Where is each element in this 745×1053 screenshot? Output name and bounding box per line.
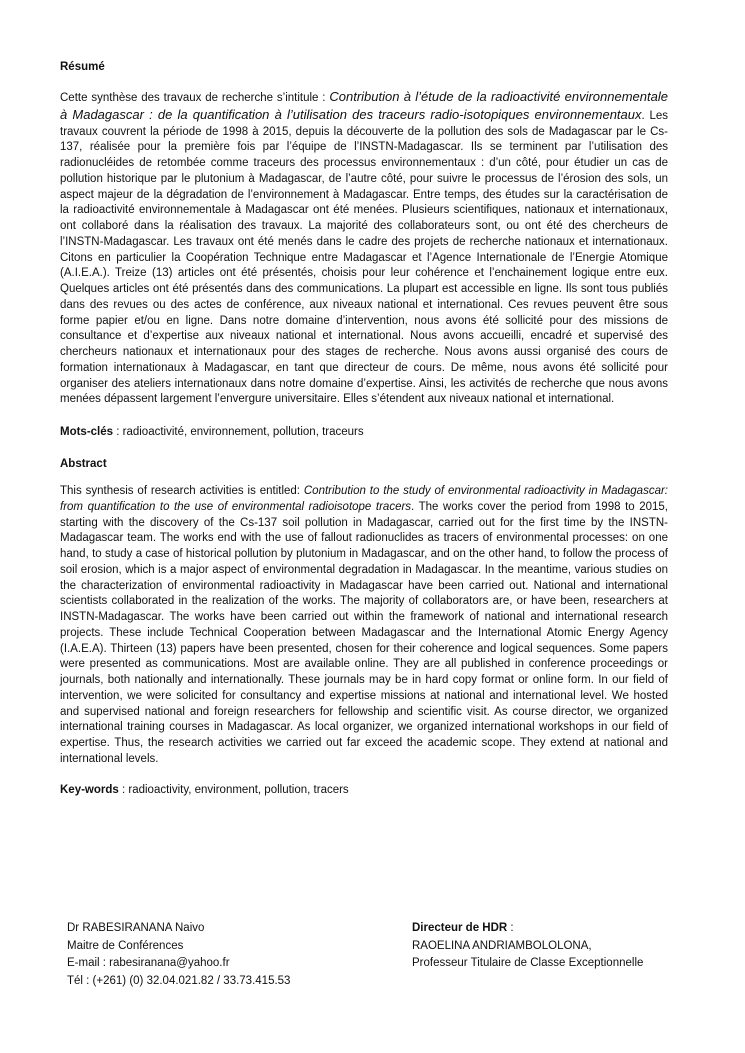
key-words-value: : radioactivity, environment, pollution, tracers <box>118 783 349 796</box>
resume-paragraph <box>60 89 668 408</box>
director-signature-block <box>412 920 643 973</box>
abstract-title: Contribution to the study of environmental radioactivity in Madagascar: from quantification to the use of environmental radioisotope tracers <box>60 485 668 513</box>
mots-cles-line <box>60 425 668 440</box>
mots-cles-label: Mots-clés <box>60 426 114 438</box>
key-words-label: Key-words <box>60 783 119 796</box>
resume-heading: Résumé <box>60 61 105 73</box>
author-signature-block <box>67 920 290 990</box>
abstract-intro: This synthesis of research activities is entitled: <box>60 485 304 497</box>
key-words-line <box>60 783 668 798</box>
resume-body: . Les travaux couvrent la période de 1998 à 2015, depuis la découverte de la pollution des sols de Madagascar par le Cs-137, réalisée pour la première fois par l’équipe de l’INSTN-Madagascar. Ils se terminent par l’utilisation des radionucléides de retombée comme traceurs des processus environnementaux : d’un côté, pour étudier un cas de pollution historique par le plutonium à Madagascar, de l’autre côté, pour suivre le processus de l’érosion des sols, un aspect majeur de la dégradation de l’environnement à Madagascar. Entre temps, des études sur la caractérisation de la radioactivité environnementale à Madagascar ont été menées. Plusieurs scientifiques, nationaux et internationaux, ont collaboré dans la réalisation des travaux. La majorité des collaborateurs sont, ou ont été des chercheurs de l’INSTN-Madagascar. Les travaux ont été menés dans le cadre des projets de recherche nationaux et internationaux. Citons en particulier la Coopération Technique entre Madagascar et l’Agence Internationale de l’Energie Atomique (A.I.E.A.). Treize (13) articles ont été présentés, choisis pour leur cohérence et l’enchainement logique entre eux. Quelques articles ont été présentés dans des communications. La plupart est accessible en ligne. Ils sont tous publiés dans des revues ou des actes de conférence, aux niveaux national et international. Ces revues peuvent être sous forme papier et/ou en ligne. Dans notre domaine d’intervention, nous avons été sollicité pour des missions de consultance et d’expertise aux niveaux national et international. Nous avons accueilli, encadré et supervisé des chercheurs nationaux et internationaux pour des stages de recherche. Nous avons aussi organisé des cours de formation internationaux à Madagascar, en tant que directeur de cours. De même, nous avons été sollicité pour organiser des ateliers internationaux dans notre domaine d’expertise. Ainsi, les activités de recherche que nous avons menées dépassent largement l’envergure universitaire. Elles s’étendent aux niveaux national et international. <box>60 109 668 406</box>
resume-title: Contribution à l’étude de la radioactivité environnementale à Madagascar : de la quantification à l’utilisation des traceurs radio-isotopiques environnementaux <box>60 89 668 122</box>
resume-intro: Cette synthèse des travaux de recherche s’intitule : <box>60 92 330 104</box>
director-label-line <box>412 920 643 938</box>
director-label-suffix: : <box>507 922 514 934</box>
director-name: RAOELINA ANDRIAMBOLOLONA, <box>412 939 592 952</box>
abstract-heading: Abstract <box>60 458 107 470</box>
author-name: Dr RABESIRANANA Naivo <box>67 922 205 934</box>
mots-cles-value: : radioactivité, environnement, pollution, traceurs <box>113 426 364 438</box>
author-email: E-mail : rabesiranana@yahoo.fr <box>67 957 230 969</box>
abstract-paragraph <box>60 484 668 768</box>
author-position: Maitre de Conférences <box>67 939 184 952</box>
director-label: Directeur de HDR <box>412 922 508 934</box>
abstract-body: . The works cover the period from 1998 to 2015, starting with the discovery of the Cs-137 soil pollution in Madagascar, carried out for the first time by the INSTN-Madagascar team. The works end with the use of fallout radionuclides as tracers of environmental processes: on one hand, to study a case of historical pollution by plutonium in Madagascar, and on the other hand, to follow the process of soil erosion, which is a major aspect of environmental degradation in Madagascar. In the meantime, various studies on the characterization of environmental radioactivity in Madagascar have been carried out. National and international scientists collaborated in the realization of the works. The majority of collaborators are, or have been, researchers at INSTN-Madagascar. The works have been carried out within the framework of national and international research projects. These include Technical Cooperation between Madagascar and the International Atomic Energy Agency (I.A.E.A). Thirteen (13) papers have been presented, chosen for their coherence and logical sequences. Some papers were presented as communications. Most are available online. They are all published in conference proceedings or journals, both nationally and internationally. These journals may be in hard copy format or online form. In our field of intervention, we were solicited for consultancy and expertise missions at national and international level. We hosted and supervised national and foreign researchers for fellowship and scientific visit. As course director, we organized international training courses in Madagascar. As local organizer, we organized international workshops in our field of expertise. Thus, the research activities we carried out far exceed the academic scope. They extend at national and international levels. <box>60 500 668 765</box>
author-phone: Tél : (+261) (0) 32.04.021.82 / 33.73.415.53 <box>67 974 291 987</box>
document-page <box>60 60 668 798</box>
director-title: Professeur Titulaire de Classe Exceptionnelle <box>412 957 644 969</box>
